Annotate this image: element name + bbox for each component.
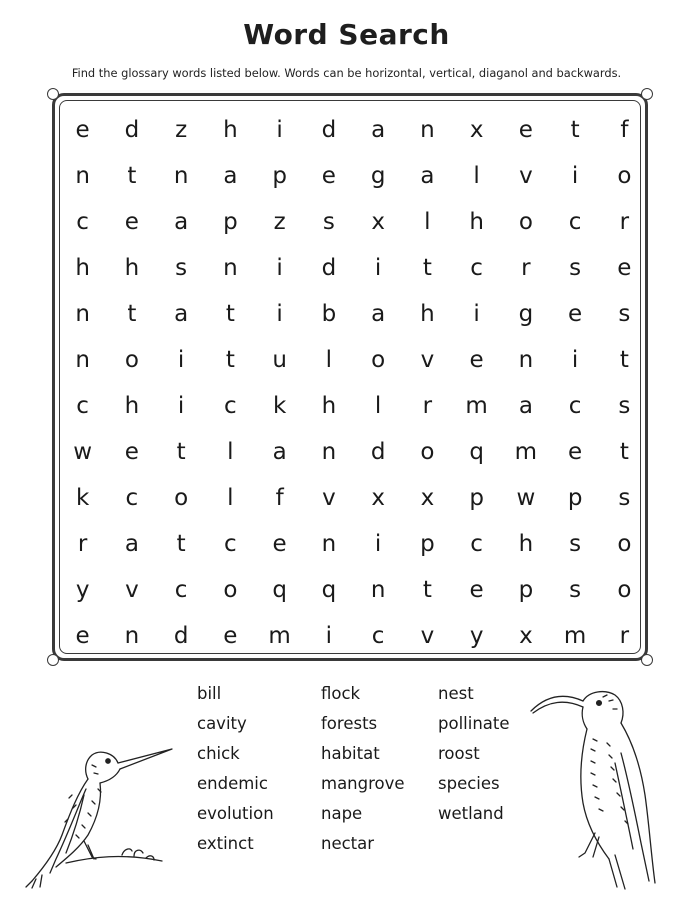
grid-letter: m (465, 393, 488, 419)
grid-letter: t (176, 531, 186, 557)
grid-letter: i (177, 393, 185, 419)
grid-letter: l (424, 209, 431, 235)
grid-letter: c (568, 393, 582, 419)
grid-letter: l (325, 347, 333, 373)
grid-letter: a (124, 531, 139, 557)
grid-letter: r (77, 531, 88, 557)
grid-letter: o (174, 485, 189, 511)
grid-letter: s (322, 209, 335, 235)
grid-letter: x (519, 623, 533, 649)
grid-letter: a (174, 209, 189, 235)
grid-letter: n (75, 163, 90, 189)
grid-letter: e (469, 577, 484, 603)
grid-letter: h (420, 301, 435, 327)
grid-letter: e (223, 623, 238, 649)
grid-letter: d (370, 439, 386, 465)
grid-letter: h (518, 531, 534, 557)
grid-letter: s (569, 255, 582, 281)
glossary-word: evolution (197, 804, 274, 823)
grid-letter: c (125, 485, 139, 511)
grid-letter: x (371, 485, 385, 511)
grid-letter: c (76, 209, 89, 235)
grid-letter: n (173, 163, 189, 189)
grid-letter: e (75, 117, 90, 143)
grid-letter: c (371, 623, 385, 649)
grid-letter: a (420, 163, 435, 189)
grid-letter: l (374, 393, 382, 419)
grid-letter: r (619, 209, 630, 235)
grid-letter: a (223, 163, 238, 189)
grid-letter: h (321, 393, 337, 419)
grid-letter: v (519, 163, 533, 189)
glossary-word: forests (321, 714, 378, 733)
grid-letter: k (272, 393, 287, 419)
glossary-word: nest (438, 684, 474, 703)
grid-letter: t (127, 301, 137, 327)
grid-letter: i (374, 531, 382, 557)
glossary-word: endemic (197, 774, 268, 793)
grid-letter: q (469, 439, 484, 465)
grid-letter: c (470, 255, 483, 281)
grid-letter: q (272, 577, 287, 603)
grid-letter: n (370, 577, 386, 603)
grid-letter: i (473, 301, 480, 327)
grid-letter: i (374, 255, 382, 281)
glossary-word: pollinate (438, 714, 510, 733)
glossary-word: bill (197, 684, 222, 703)
grid-letter: i (571, 163, 579, 189)
grid-letter: t (225, 347, 235, 373)
grid-letter: d (321, 117, 337, 143)
grid-letter: e (568, 301, 583, 327)
grid-letter: m (514, 439, 538, 465)
grid-letter: s (618, 393, 631, 419)
hummingbird-right-illustration (525, 683, 685, 893)
grid-letter: c (76, 393, 89, 419)
frame-corner-ornament (641, 88, 653, 100)
grid-letter: o (124, 347, 139, 373)
glossary-word: chick (197, 744, 240, 763)
grid-letter: s (569, 531, 582, 557)
grid-letter: h (223, 117, 238, 143)
grid-letter: e (124, 209, 139, 235)
grid-letter: x (371, 209, 385, 235)
grid-letter: i (571, 347, 579, 373)
grid-letter: w (73, 439, 93, 465)
grid-letter: v (420, 347, 435, 373)
grid-letter: c (470, 531, 483, 557)
grid-letter: t (570, 117, 580, 143)
glossary-word: flock (321, 684, 361, 703)
grid-letter: f (620, 117, 629, 143)
grid-letter: m (563, 623, 587, 649)
grid-letter: i (325, 623, 333, 649)
grid-letter: l (227, 485, 234, 511)
grid-letter: h (469, 209, 484, 235)
grid-letter: n (518, 347, 534, 373)
grid-letter: s (618, 301, 631, 327)
grid-letter: n (75, 347, 90, 373)
grid-letter: v (322, 485, 336, 511)
grid-letter: q (321, 577, 337, 603)
grid-letter: n (223, 255, 238, 281)
grid-letter: o (617, 163, 632, 189)
grid-letter: e (617, 255, 632, 281)
frame-corner-ornament (47, 88, 59, 100)
grid-letter: e (518, 117, 533, 143)
grid-letter: e (272, 531, 287, 557)
grid-letter: h (124, 393, 140, 419)
grid-letter: i (177, 347, 185, 373)
grid-letter: e (321, 163, 336, 189)
grid-letter: a (371, 301, 386, 327)
grid-letter: o (371, 347, 386, 373)
grid-letter: w (516, 485, 536, 511)
grid-letter: e (469, 347, 484, 373)
grid-letter: r (619, 623, 630, 649)
grid-letter: c (174, 577, 188, 603)
word-list-column-1 (197, 682, 274, 862)
grid-letter: n (321, 531, 337, 557)
grid-letter: o (617, 577, 632, 603)
glossary-word: habitat (321, 744, 380, 763)
grid-letter: x (469, 117, 484, 143)
grid-letter: b (321, 301, 337, 327)
grid-letter: c (224, 393, 237, 419)
grid-letter: n (124, 623, 140, 649)
grid-letter: p (567, 485, 583, 511)
grid-letter: n (75, 301, 90, 327)
glossary-word: mangrove (321, 774, 405, 793)
grid-letter: a (371, 117, 386, 143)
grid-letter: u (272, 347, 287, 373)
glossary-word: roost (438, 744, 480, 763)
grid-letter: o (617, 531, 632, 557)
grid-letter: a (174, 301, 189, 327)
glossary-word: extinct (197, 834, 254, 853)
grid-letter: g (518, 301, 534, 327)
glossary-word: wetland (438, 804, 504, 823)
glossary-word: nape (321, 804, 363, 823)
grid-letter: y (469, 623, 484, 649)
grid-letter: t (176, 439, 186, 465)
word-list-column-3 (438, 682, 510, 832)
grid-letter: t (225, 301, 235, 327)
grid-letter: r (521, 255, 531, 281)
grid-letter: p (272, 163, 287, 189)
grid-letter: e (124, 439, 139, 465)
grid-letter: a (518, 393, 533, 419)
grid-letter: m (268, 623, 291, 649)
grid-letter: t (422, 255, 432, 281)
grid-letter: e (568, 439, 583, 465)
grid-letter: d (173, 623, 189, 649)
grid-letter: z (175, 117, 188, 143)
grid-letter: t (619, 347, 629, 373)
grid-letter: v (420, 623, 435, 649)
grid-letter: g (370, 163, 386, 189)
page-title: Word Search (243, 18, 450, 51)
grid-letter: a (272, 439, 287, 465)
grid-letter: k (75, 485, 90, 511)
grid-letter: p (420, 531, 435, 557)
grid-letter: d (124, 117, 140, 143)
instructions: Find the glossary words listed below. Words can be horizontal, vertical, diaganol and backwards. (71, 66, 622, 80)
grid-letter: o (223, 577, 238, 603)
grid-letter: p (518, 577, 534, 603)
grid-letter: s (175, 255, 188, 281)
grid-letter: o (518, 209, 533, 235)
grid-letter: n (420, 117, 435, 143)
grid-letter: l (227, 439, 234, 465)
grid-letter: t (127, 163, 137, 189)
hummingbird-left-illustration (22, 735, 182, 890)
grid-letter: h (124, 255, 140, 281)
grid-letter: l (473, 163, 480, 189)
grid-letter: x (420, 485, 435, 511)
grid-letter: h (75, 255, 90, 281)
grid-letter: c (568, 209, 582, 235)
grid-letter: y (75, 577, 90, 603)
grid-letter: p (469, 485, 484, 511)
grid-letter: e (75, 623, 90, 649)
grid-letter: i (276, 117, 283, 143)
grid-letter: s (569, 577, 582, 603)
grid-letter: o (420, 439, 435, 465)
grid-letter: c (224, 531, 237, 557)
grid-letter: t (619, 439, 629, 465)
grid-letter: i (276, 301, 283, 327)
grid-letter: i (276, 255, 283, 281)
glossary-word: species (438, 774, 500, 793)
letter-grid (58, 107, 648, 659)
word-list-column-2 (321, 682, 405, 862)
grid-letter: n (321, 439, 337, 465)
grid-letter: d (321, 255, 337, 281)
grid-letter: f (275, 485, 284, 511)
grid-letter: p (223, 209, 238, 235)
glossary-word: nectar (321, 834, 375, 853)
grid-letter: v (125, 577, 139, 603)
grid-letter: z (273, 209, 286, 235)
grid-letter: r (422, 393, 433, 419)
grid-letter: t (422, 577, 432, 603)
grid-letter: s (618, 485, 631, 511)
glossary-word: cavity (197, 714, 247, 733)
